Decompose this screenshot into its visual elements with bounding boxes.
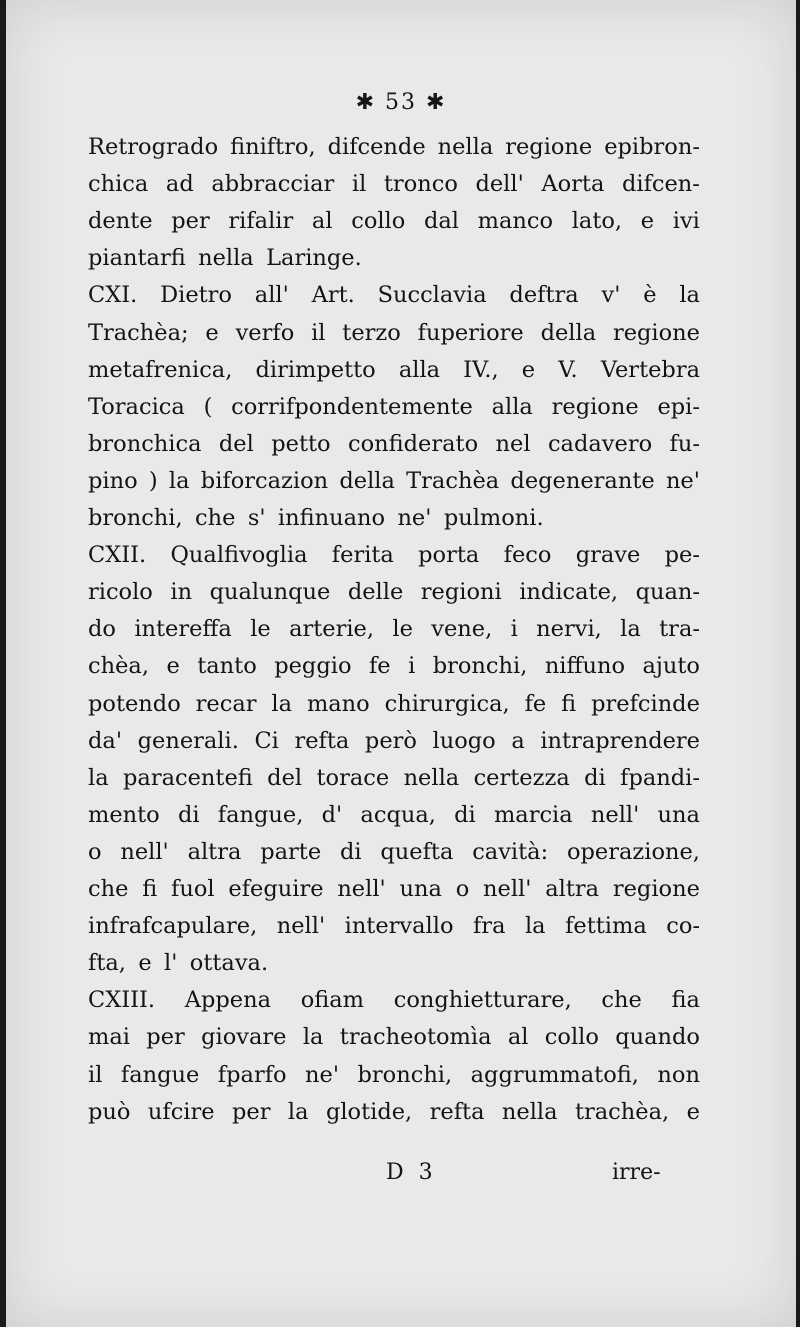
text-line: Trachèa; e verfo il terzo fuperiore della regione	[88, 319, 700, 346]
text-line: mai per giovare la tracheotomìa al collo quando	[88, 1024, 700, 1051]
text-line: CXII. Qualfivoglia ferita porta feco grave pe-	[88, 542, 700, 569]
text-line: il fangue fparfo ne' bronchi, aggrummatofi, non	[88, 1061, 700, 1088]
text-line: CXIII. Appena ofiam conghietturare, che fia	[88, 987, 700, 1014]
text-line: chèa, e tanto peggio fe i bronchi, niffuno ajuto	[88, 653, 700, 680]
book-page	[6, 0, 796, 1327]
text-line: potendo recar la mano chirurgica, fe fi prefcinde	[88, 690, 700, 717]
text-line: fta, e l' ottava.	[88, 950, 269, 977]
text-line: CXI. Dietro all' Art. Succlavia deftra v' è la	[88, 282, 700, 309]
text-line: Retrogrado finiftro, difcende nella regione epibron-	[88, 134, 700, 160]
text-line: Toracica ( corrifpondentemente alla regione epi-	[88, 393, 700, 420]
text-line: piantarfi nella Laringe.	[88, 245, 362, 272]
text-line: mento di fangue, d' acqua, di marcia nell' una	[88, 801, 700, 828]
text-line: metafrenica, dirimpetto alla IV., e V. Vertebra	[88, 356, 700, 383]
text-line: chica ad abbracciar il tronco dell' Aorta difcen-	[88, 171, 700, 198]
text-line: che fi fuol efeguire nell' una o nell' altra regione	[88, 876, 700, 902]
text-line: può ufcire per la glotide, refta nella trachèa, e	[88, 1098, 700, 1125]
text-line: ricolo in qualunque delle regioni indicate, quan-	[88, 579, 700, 606]
text-line: pino ) la biforcazion della Trachèa degenerante ne'	[88, 467, 700, 494]
text-line: bronchica del petto confiderato nel cadavero fu-	[88, 430, 700, 457]
text-line: bronchi, che s' infinuano ne' pulmoni.	[88, 505, 544, 531]
text-line: la paracentefi del torace nella certezza di fpandi-	[88, 764, 700, 791]
text-line: do intereffa le arterie, le vene, i nervi, la tra-	[88, 616, 700, 643]
page-header: ✱ 53 ✱	[355, 90, 447, 115]
text-line: da' generali. Ci refta però luogo a intraprendere	[88, 727, 700, 754]
signature-mark: D 3	[386, 1160, 437, 1185]
text-line: o nell' altra parte di quefta cavità: operazione,	[88, 838, 700, 865]
text-line: infrafcapulare, nell' intervallo fra la fettima co-	[88, 913, 700, 940]
text-line: dente per rifalir al collo dal manco lato, e ivi	[88, 208, 700, 235]
catchword: irre-	[612, 1160, 661, 1185]
